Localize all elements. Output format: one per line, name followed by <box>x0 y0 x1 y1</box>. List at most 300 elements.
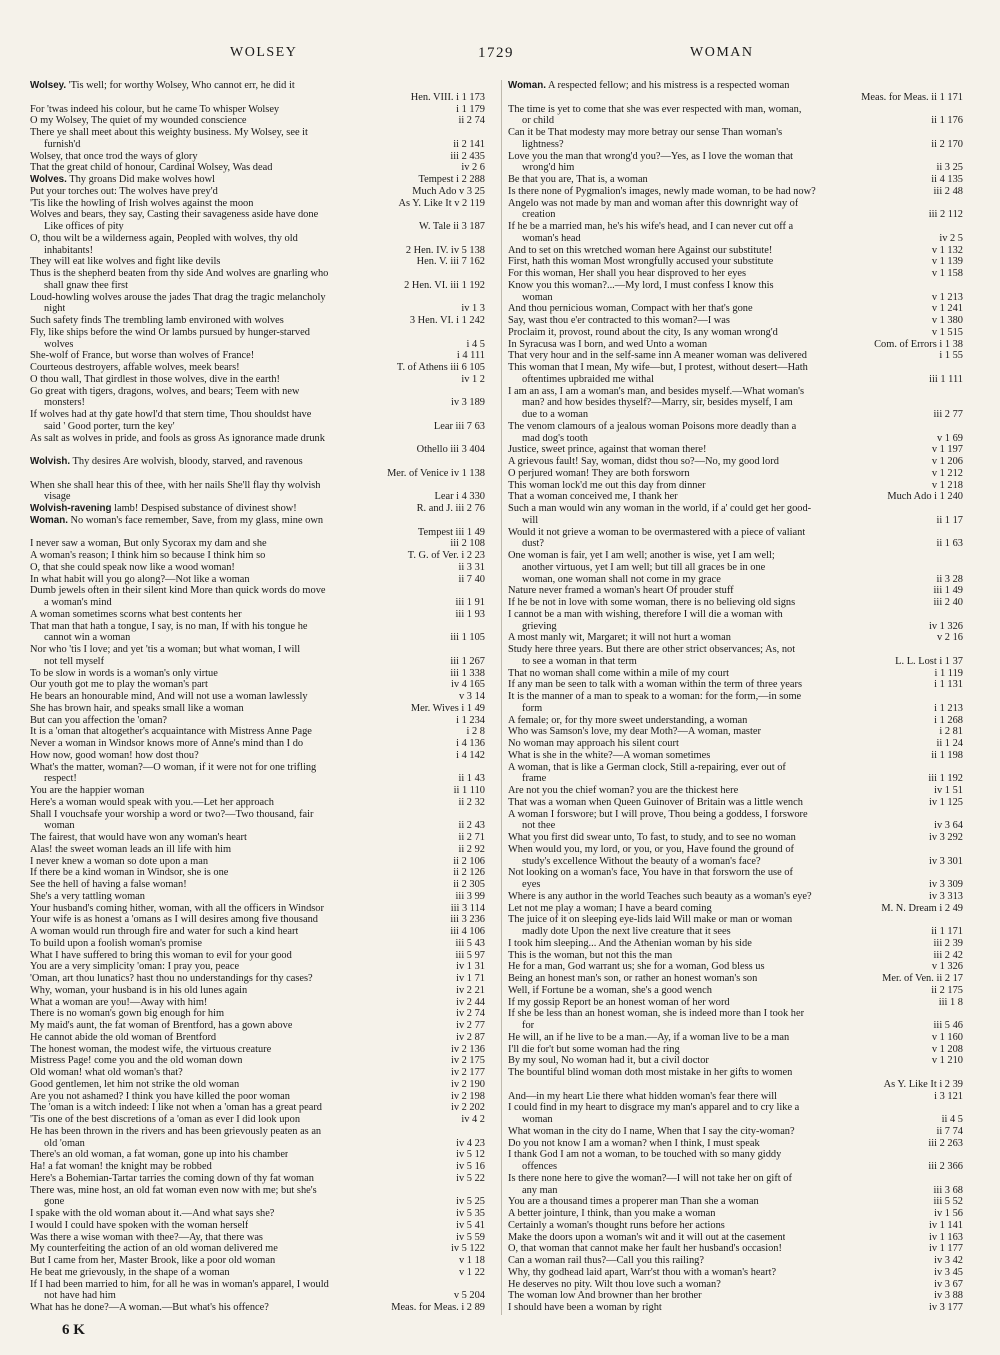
entry-text <box>30 1149 288 1161</box>
entry-text <box>508 750 710 762</box>
entry-text <box>30 609 242 621</box>
entry-line <box>30 1185 485 1197</box>
entry-line <box>30 867 485 879</box>
quotation: Be that you are, That is, a woman <box>508 174 648 185</box>
entry-line <box>508 1126 963 1138</box>
play-reference <box>481 233 485 245</box>
entry-line <box>508 1032 963 1044</box>
play-reference: ii 2 43 <box>458 820 485 832</box>
entry-line <box>30 527 485 539</box>
play-reference: T. of Athens iii 6 105 <box>396 362 485 373</box>
quotation: said ' Good porter, turn the key' <box>44 420 175 432</box>
play-reference: iv 2 198 <box>450 1090 485 1102</box>
play-reference: iv 3 67 <box>934 1278 963 1290</box>
quotation: Our youth got me to play the woman's part <box>30 679 208 691</box>
entry-line <box>508 386 963 398</box>
quotation: a woman's mind <box>44 597 112 608</box>
entry-line <box>508 973 963 985</box>
quotation: A woman would run through fire and water for such a kind heart <box>30 926 299 937</box>
entry-line <box>30 198 485 210</box>
play-reference: Mer. of Ven. ii 2 17 <box>882 973 963 984</box>
play-reference: i 1 119 <box>934 667 963 679</box>
quotation: Thy groans Did make wolves howl <box>69 174 215 185</box>
entry-line <box>508 421 963 433</box>
quotation: If my gossip Report be an honest woman of her word <box>508 996 730 1008</box>
entry-line <box>508 691 963 703</box>
play-reference: L. L. Lost i 1 37 <box>895 655 963 667</box>
play-reference: i 4 136 <box>456 738 485 749</box>
entry-line <box>30 456 485 468</box>
entry-line <box>508 1055 963 1067</box>
entry-text <box>508 1102 799 1114</box>
entry-line <box>30 538 485 550</box>
entry-line <box>508 480 963 492</box>
entry-line <box>30 750 485 762</box>
entry-text <box>30 738 303 750</box>
entry-line <box>508 1196 963 1208</box>
entry-text <box>30 867 228 879</box>
entry-text <box>508 1185 558 1197</box>
entry-text <box>508 985 712 997</box>
entry-text <box>508 597 795 609</box>
entry-text <box>508 1302 662 1314</box>
quotation: Go great with tigers, dragons, wolves, and bears; Teem with new <box>30 385 300 397</box>
entry-text <box>508 609 783 621</box>
entry-text <box>30 820 75 832</box>
quotation: Where is any author in the world Teaches such beauty as a woman's eye? <box>508 890 812 902</box>
entry-text <box>508 1267 776 1279</box>
quotation: woman, one woman shall not come in my grace <box>522 573 721 585</box>
play-reference: iii 1 49 <box>933 585 963 597</box>
play-reference: iii 5 52 <box>933 1196 963 1208</box>
play-reference: Tempest iii 1 49 <box>417 526 485 538</box>
entry-line <box>508 891 963 903</box>
play-reference: v 1 212 <box>931 467 963 479</box>
play-reference: M. N. Dream i 2 49 <box>881 902 963 914</box>
entry-text <box>30 1314 177 1315</box>
play-reference: iv 2 5 <box>939 232 963 244</box>
play-reference: ii 1 63 <box>936 538 963 550</box>
quotation: form <box>522 702 543 714</box>
entry-line <box>30 80 485 92</box>
play-reference: i 1 268 <box>934 714 963 726</box>
play-reference: iv 1 2 <box>461 373 485 385</box>
entry-text <box>30 245 93 257</box>
quotation: You are the happier woman <box>30 785 145 796</box>
entry-line <box>30 209 485 221</box>
entry-line <box>30 115 485 127</box>
play-reference: Much Ado i 1 240 <box>887 491 963 503</box>
entry-line <box>508 1067 963 1079</box>
entry-text <box>30 1267 230 1279</box>
play-reference: Com. of Errors i 1 38 <box>874 338 963 350</box>
entry-line <box>30 468 485 480</box>
quotation: 'Oman, art thou lunatics? hast thou no understandings for thy cases? <box>30 973 313 984</box>
quotation: Nor who 'tis I love; and yet 'tis a woman; but what woman, I will <box>30 644 301 655</box>
entry-line <box>508 926 963 938</box>
entry-text <box>508 1255 704 1267</box>
quotation: He has been thrown in the rivers and has been grievously peaten as an <box>30 1125 322 1137</box>
entry-text <box>30 256 220 268</box>
entry-line <box>508 1243 963 1255</box>
entry-text <box>508 773 546 785</box>
entry-line <box>30 621 485 633</box>
play-reference: ii 1 17 <box>936 514 963 526</box>
quotation: Was there a wise woman with thee?—Ay, that there was <box>30 1231 263 1243</box>
quotation: 'Tis one of the best discretions of a 'oman as ever I did look upon <box>30 1114 301 1125</box>
entry-line <box>508 832 963 844</box>
entry-text <box>508 785 738 797</box>
entry-text <box>30 1091 290 1103</box>
quotation: What you first did swear unto, To fast, to study, and to see no woman <box>508 832 796 843</box>
entry-line <box>508 444 963 456</box>
entry-text <box>30 1079 239 1091</box>
quotation: visage <box>44 491 71 503</box>
entry-text <box>508 1173 792 1185</box>
play-reference: iv 1 141 <box>928 1219 963 1231</box>
entry-line <box>30 1055 485 1067</box>
entry-line <box>30 715 485 727</box>
entry-line <box>508 221 963 233</box>
quotation: There ye shall meet about this weighty business. My Wolsey, see it <box>30 127 308 138</box>
entry-line <box>30 397 485 409</box>
play-reference: iii 1 111 <box>929 373 963 385</box>
entry-line <box>30 656 485 668</box>
entry-text <box>30 198 253 210</box>
entry-line <box>508 1302 963 1314</box>
entry-line <box>508 879 963 891</box>
entry-line <box>508 597 963 609</box>
play-reference: v 1 213 <box>931 291 963 303</box>
quotation: inhabitants! <box>44 244 94 256</box>
entry-line <box>508 738 963 750</box>
entry-line <box>30 1008 485 1020</box>
quotation: He deserves no pity. Wilt thou love such a woman? <box>508 1278 721 1290</box>
entry-line <box>30 585 485 597</box>
entry-line <box>508 773 963 785</box>
entry-text <box>508 339 707 351</box>
play-reference <box>959 562 963 574</box>
play-reference: ii 4 135 <box>931 174 963 185</box>
entry-text <box>508 1044 680 1056</box>
play-reference: iii 1 105 <box>450 632 485 644</box>
play-reference: ii 1 43 <box>458 773 485 785</box>
entry-line <box>508 303 963 315</box>
play-reference <box>959 397 963 409</box>
entry-text <box>508 844 794 856</box>
quotation: What woman in the city do I name, When that I say the city-woman? <box>508 1125 795 1137</box>
entry-line <box>508 914 963 926</box>
quotation: That man that hath a tongue, I say, is no man, If with his tongue he <box>30 620 308 632</box>
entry-text <box>508 515 538 527</box>
entry-text <box>508 80 789 92</box>
entry-text <box>30 891 145 903</box>
play-reference <box>481 127 485 139</box>
quotation: or child <box>522 115 555 127</box>
quotation: But I came from her, Master Brook, like a poor old woman <box>30 1255 276 1266</box>
play-reference: i 2 81 <box>939 726 963 738</box>
play-reference: Meas. for Meas. i 2 89 <box>391 1302 485 1313</box>
quotation: A woman I forswore; but I will prove, Thou being a goddess, I forswore <box>508 808 808 820</box>
play-reference <box>959 691 963 703</box>
entry-line <box>508 433 963 445</box>
entry-text <box>508 433 588 445</box>
entry-line <box>508 668 963 680</box>
entry-line <box>508 350 963 362</box>
entry-text <box>508 926 731 938</box>
entry-line <box>30 350 485 362</box>
entry-text <box>30 773 77 785</box>
entry-line <box>508 1185 963 1197</box>
play-reference <box>959 198 963 210</box>
entry-text <box>508 1314 728 1315</box>
entry-line <box>30 386 485 398</box>
play-reference: ii 2 71 <box>458 832 485 843</box>
play-reference: ii 7 40 <box>458 573 485 585</box>
quotation: Is there none of Pygmalion's images, newly made woman, to be had now? <box>508 185 816 197</box>
entry-line <box>30 421 485 433</box>
play-reference: iv 1 3 <box>461 303 485 315</box>
entry-text <box>30 879 187 891</box>
play-reference <box>959 421 963 433</box>
entry-line <box>30 938 485 950</box>
play-reference: i 4 111 <box>456 350 485 362</box>
quotation: will <box>522 514 539 526</box>
quotation: You are a very simplicity 'oman: I pray you, peace <box>30 961 240 973</box>
running-head-right: WOMAN <box>690 45 754 60</box>
quotation: There's an old woman, a fat woman, gone up into his chamber <box>30 1149 289 1161</box>
entry-text <box>508 856 761 868</box>
quotation: She-wolf of France, but worse than wolves of France! <box>30 350 255 362</box>
quotation: O perjured woman! They are both forsworn <box>508 467 690 479</box>
entry-text <box>508 1114 553 1126</box>
entry-line <box>30 679 485 691</box>
entry-line <box>30 1067 485 1079</box>
quotation: What is she in the white?—A woman sometimes <box>508 749 711 761</box>
play-reference: ii 2 175 <box>931 984 963 996</box>
play-reference: i 4 142 <box>456 749 485 761</box>
headword: Wolves. <box>30 174 67 185</box>
quotation: He bears an honourable mind, And will not use a woman lawlessly <box>30 691 308 702</box>
entry-text <box>30 562 235 574</box>
entry-text <box>30 1208 274 1220</box>
play-reference: ii 2 92 <box>458 843 485 855</box>
play-reference: iv 4 165 <box>450 679 485 691</box>
quotation: Shall I vouchsafe your worship a word or two?—Two thousand, fair <box>30 808 314 820</box>
entry-text <box>508 1243 782 1255</box>
play-reference: iii 1 91 <box>455 597 485 608</box>
entry-text <box>508 221 793 233</box>
entry-line <box>30 997 485 1009</box>
entry-text <box>508 656 637 668</box>
play-reference <box>959 762 963 774</box>
play-reference: iv 5 16 <box>456 1161 485 1172</box>
play-reference: Hen. VIII. i 1 173 <box>410 91 485 103</box>
entry-line <box>30 809 485 821</box>
quotation: Know you this woman?...—My lord, I must confess I know this <box>508 279 774 291</box>
quotation: He will, an if he live to be a man.—Ay, if a woman live to be a man <box>508 1031 790 1043</box>
play-reference: iii 2 112 <box>928 209 963 221</box>
play-reference: iv 3 292 <box>928 832 963 843</box>
entry-line <box>30 891 485 903</box>
play-reference <box>481 480 485 492</box>
quotation: What I have suffered to bring this woman to evil for your good <box>30 949 292 961</box>
entry-line <box>508 374 963 386</box>
play-reference: ii 4 5 <box>941 1114 963 1125</box>
entry-text <box>508 186 816 198</box>
play-reference: iv 1 326 <box>928 620 963 632</box>
play-reference <box>959 1008 963 1020</box>
play-reference <box>959 609 963 621</box>
quotation: A better jointure, I think, than you make a woman <box>508 1208 716 1219</box>
play-reference: iv 2 177 <box>450 1067 485 1078</box>
entry-line <box>30 1279 485 1291</box>
entry-text <box>508 480 706 492</box>
entry-line <box>30 1243 485 1255</box>
entry-line <box>30 444 485 456</box>
entry-line <box>30 762 485 774</box>
play-reference: iv 1 125 <box>928 796 963 808</box>
entry-line <box>30 151 485 163</box>
quotation: Thy desires Are wolvish, bloody, starved, and ravenous <box>72 456 303 467</box>
entry-line <box>30 574 485 586</box>
quotation: He beat me grievously, in the shape of a woman <box>30 1266 230 1278</box>
entry-text <box>30 268 328 280</box>
play-reference: ii 2 141 <box>453 138 485 150</box>
entry-text <box>30 1020 292 1032</box>
play-reference: iii 2 366 <box>928 1161 963 1172</box>
quotation: not tell myself <box>44 655 105 667</box>
entry-line <box>508 797 963 809</box>
play-reference <box>959 550 963 562</box>
entry-line <box>508 938 963 950</box>
entry-text <box>30 186 218 198</box>
play-reference: iii 1 192 <box>928 773 963 785</box>
play-reference: iv 3 301 <box>928 855 963 867</box>
play-reference <box>959 151 963 163</box>
entry-line <box>508 209 963 221</box>
entry-text <box>508 115 554 127</box>
quotation: One woman is fair, yet I am well; another is wise, yet I am well; <box>508 550 775 561</box>
play-reference: iv 3 309 <box>928 879 963 890</box>
headword: Woman. <box>30 514 68 526</box>
play-reference: R. and J. iii 2 76 <box>416 503 485 514</box>
quotation: And—in my heart Lie there what hidden woman's fear there will <box>508 1090 778 1102</box>
play-reference <box>959 914 963 926</box>
quotation: Proclaim it, provost, round about the city, Is any woman wrong'd <box>508 326 778 338</box>
entry-text <box>508 1138 760 1150</box>
entry-text <box>30 668 218 680</box>
quotation: I thank God I am not a woman, to be touched with so many giddy <box>508 1149 782 1161</box>
play-reference <box>481 762 485 774</box>
play-reference <box>959 1102 963 1114</box>
play-reference <box>959 1173 963 1185</box>
entry-text <box>508 444 707 456</box>
entry-line <box>508 656 963 668</box>
entry-text <box>30 327 310 339</box>
quotation: No woman's face remember, Save, from my glass, mine own <box>70 514 324 526</box>
entry-line <box>508 198 963 210</box>
quotation: She has brown hair, and speaks small like a woman <box>30 702 244 714</box>
quotation: O my Wolsey, The quiet of my wounded conscience <box>30 115 247 127</box>
quotation: Ha! a fat woman! the knight may be robbed <box>30 1161 212 1172</box>
entry-line <box>508 997 963 1009</box>
entry-line <box>30 174 485 186</box>
quotation: A woman's reason; I think him so because I think him so <box>30 550 266 561</box>
entry-line <box>508 503 963 515</box>
play-reference: iv 5 22 <box>456 1172 485 1184</box>
quotation: Being an honest man's son, or rather an honest woman's son <box>508 973 758 984</box>
entry-line <box>508 233 963 245</box>
play-reference <box>481 268 485 280</box>
entry-text <box>30 374 280 386</box>
entry-line <box>30 515 485 527</box>
entry-line <box>508 1208 963 1220</box>
quotation: O, that woman that cannot make her fault her husband's occasion! <box>508 1243 782 1255</box>
entry-text <box>508 127 782 139</box>
entry-line <box>30 409 485 421</box>
entry-line <box>30 961 485 973</box>
entry-line <box>30 903 485 915</box>
entry-text <box>508 292 553 304</box>
play-reference: Hen. V. iii 7 162 <box>416 256 485 268</box>
play-reference: iii 2 77 <box>933 409 963 420</box>
entry-line <box>30 1149 485 1161</box>
play-reference <box>959 127 963 139</box>
quotation: She's a very tattling woman <box>30 890 145 902</box>
entry-text <box>30 726 312 738</box>
play-reference: Much Ado v 3 25 <box>412 185 485 197</box>
entry-line <box>30 245 485 257</box>
entry-line <box>30 856 485 868</box>
entry-text <box>30 1290 116 1302</box>
entry-text <box>30 162 272 174</box>
entry-line <box>508 679 963 691</box>
entry-line <box>30 644 485 656</box>
play-reference: iv 2 175 <box>450 1055 485 1067</box>
entry-text <box>30 1196 64 1208</box>
entry-line <box>508 92 963 104</box>
entry-text <box>30 233 298 245</box>
play-reference: v 1 69 <box>937 432 963 444</box>
entry-text <box>508 174 648 186</box>
entry-text <box>508 280 774 292</box>
quotation: Not looking on a woman's face, You have in that forsworn the use of <box>508 867 793 879</box>
entry-line <box>30 785 485 797</box>
play-reference: ii 7 74 <box>936 1125 963 1137</box>
entry-line <box>508 80 963 92</box>
quotation: I'll die for't but some woman had the ring <box>508 1043 680 1055</box>
entry-line <box>508 621 963 633</box>
play-reference <box>457 1314 485 1315</box>
quotation: That a woman conceived me, I thank her <box>508 491 678 503</box>
right-column <box>501 80 963 1315</box>
entry-line <box>508 456 963 468</box>
quotation: Loud-howling wolves arouse the jades That drag the tragic melancholy <box>30 291 326 303</box>
entry-line <box>30 1232 485 1244</box>
play-reference: ii 2 126 <box>453 867 485 879</box>
quotation: For this woman, Her shall you hear disproved to her eyes <box>508 268 747 279</box>
play-reference <box>481 621 485 633</box>
entry-text <box>30 585 326 597</box>
play-reference <box>481 809 485 821</box>
quotation: Angelo was not made by man and woman after this downright way of <box>508 197 799 209</box>
quotation: The time is yet to come that she was ever respected with man, woman, <box>508 103 802 115</box>
quotation: Can it be That modesty may more betray our sense Than woman's <box>508 127 783 138</box>
entry-text <box>508 1032 789 1044</box>
quotation: The woman low And browner than her brother <box>508 1290 702 1302</box>
play-reference: iv 2 74 <box>456 1008 485 1020</box>
